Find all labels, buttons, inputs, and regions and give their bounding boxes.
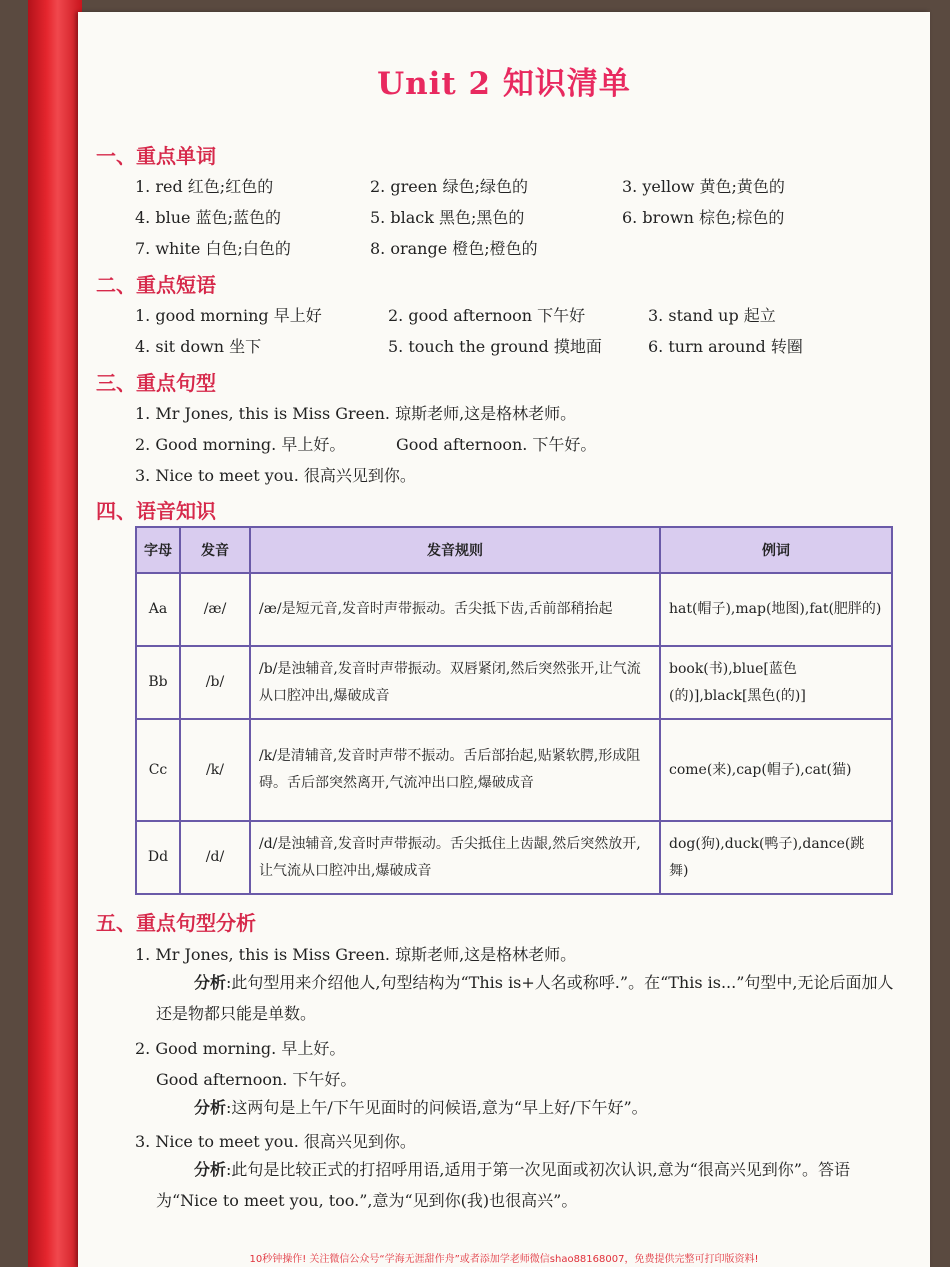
analysis-sentence: Good afternoon. 下午好。 [156, 1070, 357, 1089]
cell-letter: Cc [136, 719, 180, 821]
word-item: 6. brown 棕色;棕色的 [622, 208, 785, 227]
footer-note: 10秒钟操作! 关注微信公众号“学海无涯甜作舟”或者添加学老师微信shao88168007，免费提供完整可打印版资料! [249, 1254, 759, 1265]
phrase-item: 3. stand up 起立 [648, 306, 776, 325]
red-binding-strip [28, 0, 82, 1267]
page-title: Unit 2 知识清单 [377, 66, 631, 102]
analysis-text: :此句是比较正式的打招呼用语,适用于第一次见面或初次认识,意为“很高兴见到你”。答语为“Nice to meet you, too.”,意为“见到你(我)也很高兴”。 [156, 1160, 850, 1210]
header-rule: 发音规则 [250, 527, 660, 573]
cell-letter: Dd [136, 821, 180, 894]
cell-letter: Bb [136, 646, 180, 719]
analysis-paragraph [156, 967, 898, 1029]
cell-sound: /k/ [180, 719, 250, 821]
analysis-label: 分析 [194, 1098, 227, 1117]
phrase-item: 4. sit down 坐下 [135, 337, 262, 356]
table-row [136, 573, 892, 646]
cell-rule: /b/是浊辅音,发音时声带振动。双唇紧闭,然后突然张开,让气流从口腔冲出,爆破成音 [250, 646, 660, 719]
sentence-item: 3. Nice to meet you. 很高兴见到你。 [135, 466, 416, 485]
cell-rule: /d/是浊辅音,发音时声带振动。舌尖抵住上齿龈,然后突然放开,让气流从口腔冲出,爆破成音 [250, 821, 660, 894]
analysis-sentence: 2. Good morning. 早上好。 [135, 1039, 346, 1058]
sentence-item: 1. Mr Jones, this is Miss Green. 琼斯老师,这是格林老师。 [135, 404, 577, 423]
table-row [136, 719, 892, 821]
section-heading-sentences: 三、重点句型 [96, 371, 216, 395]
sentence-item: Good afternoon. 下午好。 [396, 435, 597, 454]
word-item: 7. white 白色;白色的 [135, 239, 291, 258]
phonics-table [135, 526, 893, 895]
header-examples: 例词 [660, 527, 892, 573]
sentence-item: 2. Good morning. 早上好。 [135, 435, 346, 454]
analysis-sentence: 1. Mr Jones, this is Miss Green. 琼斯老师,这是格林老师。 [135, 945, 577, 964]
word-item: 4. blue 蓝色;蓝色的 [135, 208, 281, 227]
phrase-item: 5. touch the ground 摸地面 [388, 337, 602, 356]
phrase-item: 6. turn around 转圈 [648, 337, 803, 356]
section-heading-phonics: 四、语音知识 [96, 499, 216, 523]
cell-letter: Aa [136, 573, 180, 646]
document-page [78, 12, 930, 1267]
word-item: 5. black 黑色;黑色的 [370, 208, 525, 227]
word-item: 2. green 绿色;绿色的 [370, 177, 528, 196]
cell-examples: dog(狗),duck(鸭子),dance(跳舞) [660, 821, 892, 894]
analysis-text: :此句型用来介绍他人,句型结构为“This is+人名或称呼.”。在“This is...”句型中,无论后面加人还是物都只能是单数。 [156, 973, 894, 1023]
analysis-paragraph [156, 1092, 898, 1123]
phrase-item: 2. good afternoon 下午好 [388, 306, 586, 325]
table-row [136, 821, 892, 894]
section-heading-words: 一、重点单词 [96, 144, 216, 168]
cell-sound: /æ/ [180, 573, 250, 646]
cell-examples: come(来),cap(帽子),cat(猫) [660, 719, 892, 821]
cell-rule: /æ/是短元音,发音时声带振动。舌尖抵下齿,舌前部稍抬起 [250, 573, 660, 646]
cell-rule: /k/是清辅音,发音时声带不振动。舌后部抬起,贴紧软腭,形成阻碍。舌后部突然离开,气流冲出口腔,爆破成音 [250, 719, 660, 821]
phrase-item: 1. good morning 早上好 [135, 306, 322, 325]
analysis-text: :这两句是上午/下午见面时的问候语,意为“早上好/下午好”。 [226, 1098, 648, 1117]
analysis-label: 分析 [194, 973, 227, 992]
word-item: 8. orange 橙色;橙色的 [370, 239, 538, 258]
cell-sound: /b/ [180, 646, 250, 719]
analysis-paragraph [156, 1154, 898, 1216]
table-header-row [136, 527, 892, 573]
cell-examples: book(书),blue[蓝色(的)],black[黑色(的)] [660, 646, 892, 719]
analysis-label: 分析 [194, 1160, 227, 1179]
cell-sound: /d/ [180, 821, 250, 894]
analysis-sentence: 3. Nice to meet you. 很高兴见到你。 [135, 1132, 416, 1151]
table-row [136, 646, 892, 719]
header-letter: 字母 [136, 527, 180, 573]
header-sound: 发音 [180, 527, 250, 573]
section-heading-analysis: 五、重点句型分析 [96, 911, 256, 935]
section-heading-phrases: 二、重点短语 [96, 273, 216, 297]
word-item: 3. yellow 黄色;黄色的 [622, 177, 785, 196]
cell-examples: hat(帽子),map(地图),fat(肥胖的) [660, 573, 892, 646]
word-item: 1. red 红色;红色的 [135, 177, 274, 196]
